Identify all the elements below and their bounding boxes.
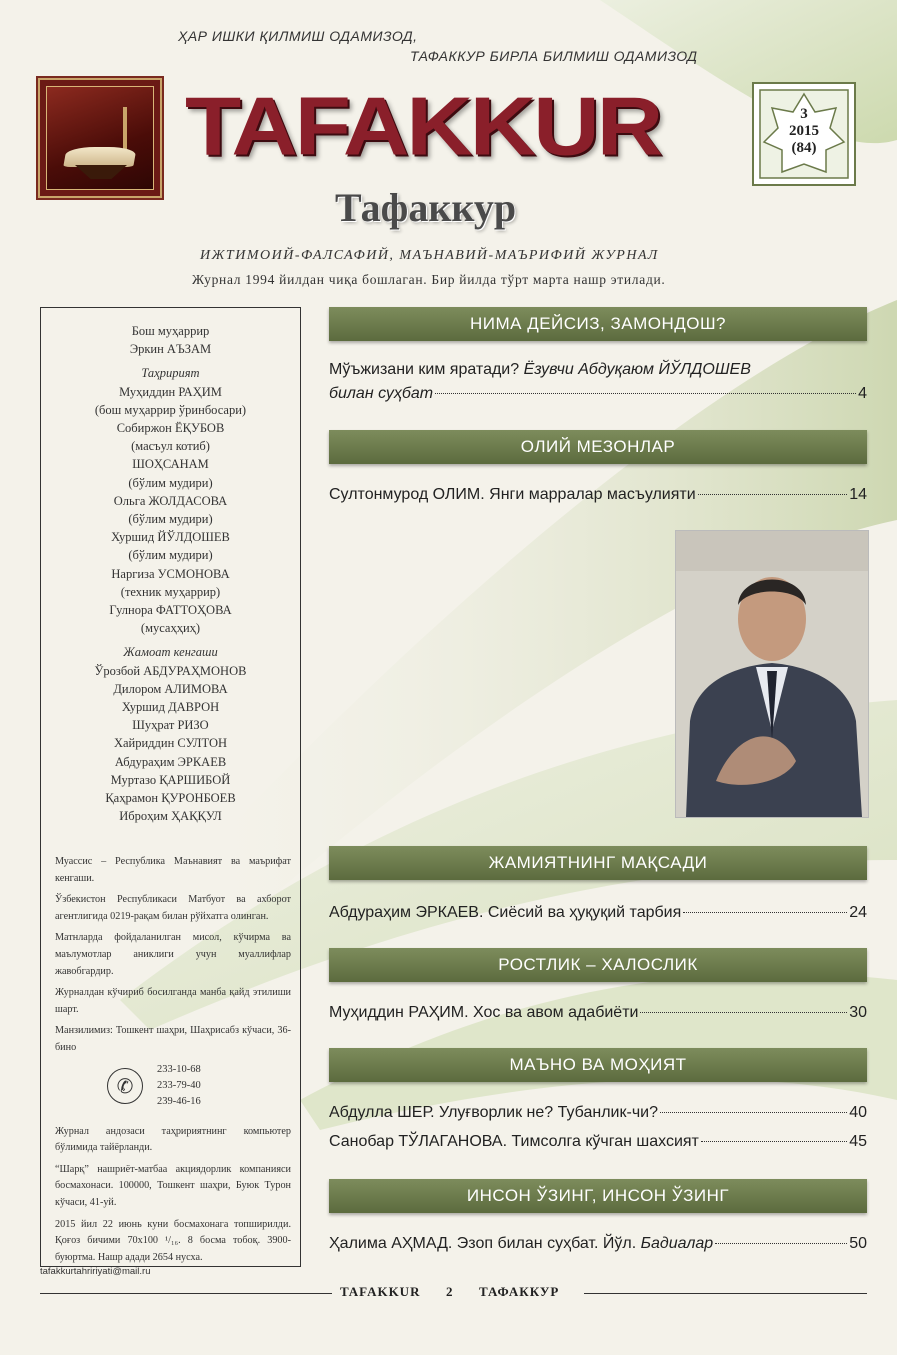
author-photo: [675, 530, 869, 818]
section-header: НИМА ДЕЙСИЗ, ЗАМОНДОШ?: [329, 307, 867, 341]
chief-name: Эркин АЪЗАМ: [129, 342, 212, 357]
council-head: Жамоат кенгаши: [123, 645, 218, 660]
masthead-title-latin: TAFAKKUR: [185, 80, 661, 173]
editorial-head: Таҳририят: [141, 366, 200, 381]
editor-name: Собиржон ЁҚУБОВ: [116, 421, 225, 436]
council-member: Абдураҳим ЭРКАЕВ: [114, 754, 227, 769]
page-number: 4: [858, 385, 867, 402]
staff-box: [40, 307, 301, 1267]
phone-number: 233-79-40: [157, 1079, 201, 1091]
staff-list: [41, 322, 300, 825]
editor-name: Ольга ЖОЛДАСОВА: [113, 493, 228, 508]
council-member: Муртазо ҚАРШИБОЙ: [110, 772, 231, 787]
editor-name: Муҳиддин РАҲИМ: [119, 384, 222, 399]
chief-title: Бош муҳаррир: [131, 324, 210, 338]
motto-line-1: ҲАР ИШКИ ҚИЛМИШ ОДАМИЗОД,: [178, 28, 418, 44]
council-member: Ўрозбой АБДУРАҲМОНОВ: [94, 663, 247, 678]
printer-note: “Шарқ” нашриёт-матбаа акциядорлик компанияси босмахонаси. 100000, Тошкент шаҳри, Буюк Турон кўчаси, 41-уй.: [55, 1163, 291, 1208]
editor-name: Хуршид ЙЎЛДОШЕВ: [111, 530, 230, 545]
editor-name: ШОҲСАНАМ: [132, 457, 209, 472]
section-header: РОСТЛИК – ХАЛОСЛИК: [329, 948, 867, 982]
editor-role: (бўлим мудири): [128, 475, 213, 490]
editor-name: Наргиза УСМОНОВА: [111, 566, 230, 581]
council-member: Иброҳим ҲАҚҚУЛ: [119, 809, 222, 824]
council-member: Хайриддин СУЛТОН: [113, 736, 228, 751]
issue-total: (84): [791, 140, 817, 156]
toc-entry[interactable]: Санобар ТЎЛАГАНОВА. Тимсолга кўчган шахсият 45: [329, 1130, 867, 1154]
council-member: Хуршид ДАВРОН: [121, 700, 220, 715]
toc-entry[interactable]: Муҳиддин РАҲИМ. Хос ва авом адабиёти 30: [329, 1001, 867, 1025]
disclaimer-note: Матнларда фойдаланилган мисол, кўчирма ва маълумотлар аниклиги учун муаллифлар жавобгардир.: [55, 932, 291, 977]
section-header: ОЛИЙ МЕЗОНЛАР: [329, 430, 867, 464]
phone-number: 239-46-16: [157, 1095, 201, 1107]
publication-info: [55, 854, 291, 1271]
toc-entry[interactable]: Султонмурод ОЛИМ. Янги марралар масъулияти 14: [329, 483, 867, 507]
page-number: 45: [849, 1133, 867, 1150]
footer-page-number: 2: [445, 1284, 454, 1299]
journal-since: Журнал 1994 йилдан чиқа бошлаган. Бир йилда тўрт марта нашр этилади.: [192, 272, 666, 287]
editor-role: (бўлим мудири): [128, 548, 213, 563]
print-details: 2015 йил 22 июнь куни босмахонага топширилди. Қоғоз бичими 70х100 ¹/₁₆. 8 босма тобоқ. 3900-буюртма. Нашр адади 2654 нусха.: [55, 1218, 291, 1263]
page-number: 30: [849, 1004, 867, 1021]
page-number: 24: [849, 904, 867, 921]
editor-role: (мусаҳҳиҳ): [140, 621, 201, 636]
editor-role: (бўлим мудири): [128, 512, 213, 527]
footer-right: ТАФАККУР: [478, 1284, 560, 1299]
email-address[interactable]: tafakkurtahririyati@mail.ru: [40, 1266, 151, 1277]
toc-entry[interactable]: Абдураҳим ЭРКАЕВ. Сиёсий ва ҳуқуқий тарбия 24: [329, 901, 867, 925]
council-member: Дилором АЛИМОВА: [113, 681, 228, 696]
footer-rule-right: [584, 1293, 867, 1294]
page-number: 40: [849, 1104, 867, 1121]
registration-note: Ўзбекистон Республикаси Матбуот ва ахборот агентлигида 0219-рақам билан рўйхатга олинган.: [55, 894, 291, 922]
motto-line-2: ТАФАККУР БИРЛА БИЛМИШ ОДАМИЗОД: [410, 48, 698, 64]
council-list: [41, 662, 300, 826]
founder-note: Муассис – Республика Маънавият ва маърифат кенгаши.: [55, 856, 291, 884]
address-note: Манзилимиз: Тошкент шаҳри, Шаҳрисабз кўчаси, 36-бино: [55, 1025, 291, 1053]
footer-rule-left: [40, 1293, 332, 1294]
footer-left: TAFAKKUR: [340, 1284, 421, 1299]
editor-role: (техник муҳаррир): [120, 584, 221, 599]
copy-note: Журналдан кўчириб босилганда манба қайд этилиши шарт.: [55, 987, 291, 1015]
phone-icon: ✆: [107, 1068, 143, 1104]
toc-entry[interactable]: Ҳалима АҲМАД. Эзоп билан суҳбат. Йўл. Бадиалар 50: [329, 1232, 867, 1256]
editor-role: (бош муҳаррир ўринбосари): [94, 402, 247, 417]
section-header: ИНСОН ЎЗИНГ, ИНСОН ЎЗИНГ: [329, 1179, 867, 1213]
issue-year: 2015: [789, 123, 819, 139]
section-header: ЖАМИЯТНИНГ МАҚСАДИ: [329, 846, 867, 880]
council-member: Шуҳрат РИЗО: [132, 718, 209, 733]
editor-name: Гулнора ФАТТОҲОВА: [109, 603, 232, 618]
issue-number: 3: [800, 106, 808, 122]
page-number: 14: [849, 486, 867, 503]
toc-entry[interactable]: Мўъжизани ким яратади? Ёзувчи Абдуқаюм ЙЎЛДОШЕВ билан суҳбат 4: [329, 358, 867, 406]
issue-badge: [752, 82, 856, 186]
footer: [340, 1284, 559, 1300]
page-number: 50: [849, 1235, 867, 1252]
book-emblem: [38, 78, 162, 198]
layout-note: Журнал андозаси таҳририятнинг компьютер бўлимида тайёрланди.: [55, 1125, 291, 1154]
editorial-list: [41, 383, 300, 638]
masthead-title-cyrillic: Тафаккур: [335, 185, 517, 230]
phone-number: 233-10-68: [157, 1063, 201, 1075]
editor-role: (масъул котиб): [131, 439, 210, 454]
phone-block: [55, 1062, 291, 1120]
toc-entry[interactable]: Абдулла ШЕР. Улуғворлик не? Тубанлик-чи? 40: [329, 1101, 867, 1125]
journal-subtitle: ИЖТИМОИЙ-ФАЛСАФИЙ, МАЪНАВИЙ-МАЪРИФИЙ ЖУРНАЛ: [200, 248, 659, 263]
section-header: МАЪНО ВА МОҲИЯТ: [329, 1048, 867, 1082]
council-member: Қаҳрамон ҚУРОНБОЕВ: [105, 791, 236, 806]
